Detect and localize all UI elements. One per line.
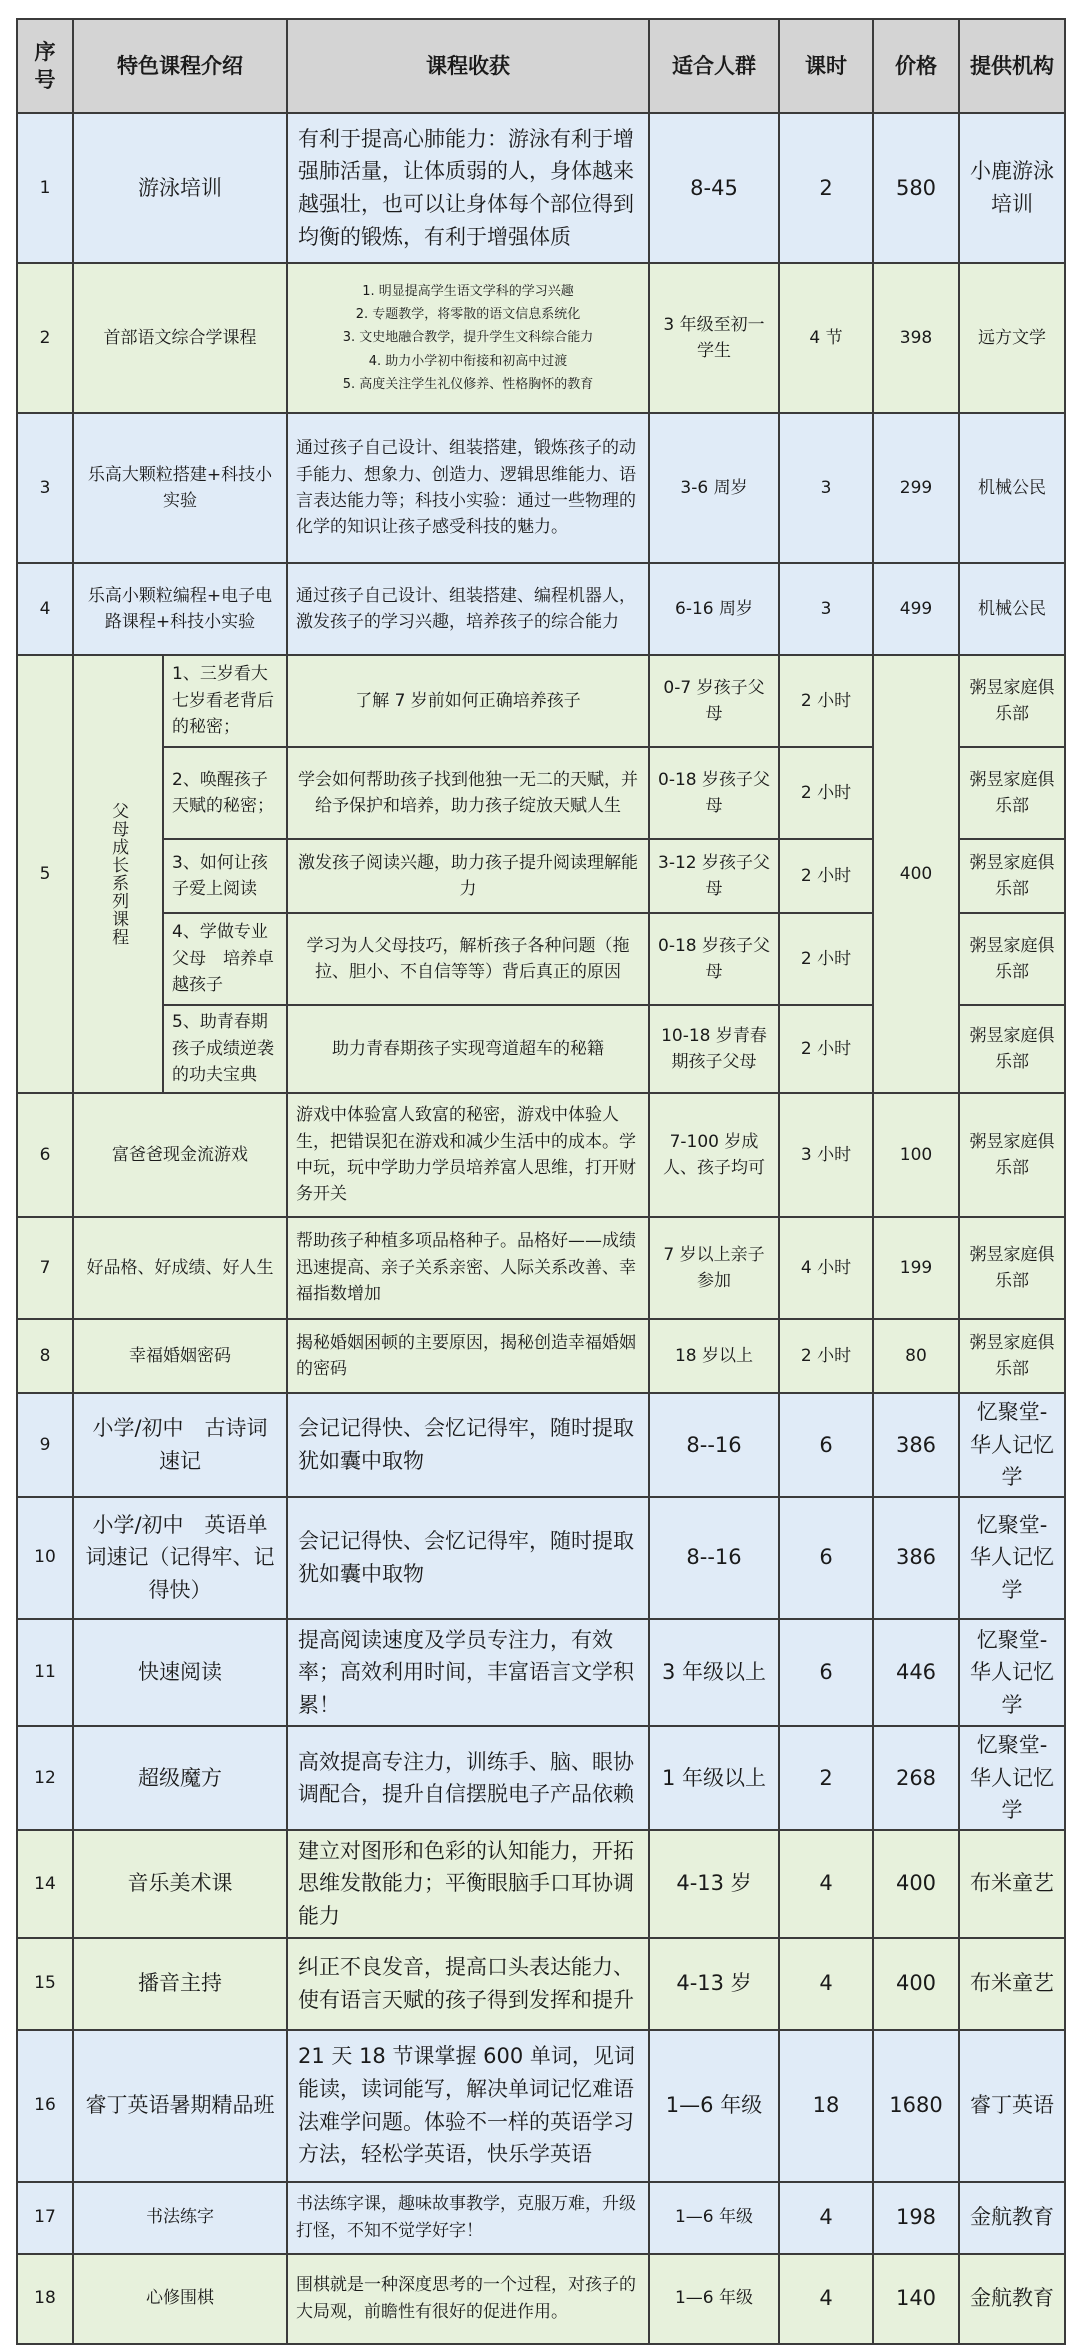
course-name: 睿丁英语暑期精品班 <box>73 2030 287 2182</box>
table-row <box>17 263 1065 413</box>
course-org: 睿丁英语 <box>959 2030 1065 2182</box>
row-id: 4 <box>17 563 73 655</box>
course-org: 金航教育 <box>959 2254 1065 2344</box>
course-org: 金航教育 <box>959 2182 1065 2254</box>
course-hours: 18 <box>779 2030 873 2182</box>
course-org: 粥昱家庭俱乐部 <box>959 747 1065 839</box>
course-hours: 2 小时 <box>779 1319 873 1393</box>
course-org: 布米童艺 <box>959 1938 1065 2030</box>
course-audience: 7 岁以上亲子参加 <box>649 1217 779 1319</box>
course-hours: 3 <box>779 563 873 655</box>
course-org: 粥昱家庭俱乐部 <box>959 1217 1065 1319</box>
course-hours: 4 小时 <box>779 1217 873 1319</box>
course-audience: 1 年级以上 <box>649 1726 779 1830</box>
course-price: 580 <box>873 113 959 263</box>
course-name: 乐高大颗粒搭建+科技小实验 <box>73 413 287 563</box>
row-id: 16 <box>17 2030 73 2182</box>
table-row <box>17 1938 1065 2030</box>
course-org: 机械公民 <box>959 413 1065 563</box>
course-gain: 21 天 18 节课掌握 600 单词，见词能读，读词能写，解决单词记忆难语法难学问题。体验不一样的英语学习方法，轻松学英语，快乐学英语 <box>287 2030 649 2182</box>
course-gain: 书法练字课，趣味故事教学，克服万难，升级打怪，不知不觉学好字！ <box>287 2182 649 2254</box>
course-price: 446 <box>873 1619 959 1727</box>
course-gain: 游戏中体验富人致富的秘密，游戏中体验人生，把错误犯在游戏和减少生活中的成本。学中玩，玩中学助力学员培养富人思维，打开财务开关 <box>287 1093 649 1217</box>
course-price: 80 <box>873 1319 959 1393</box>
course-price: 386 <box>873 1497 959 1619</box>
row-id: 11 <box>17 1619 73 1727</box>
row-id: 12 <box>17 1726 73 1830</box>
course-audience: 4-13 岁 <box>649 1938 779 2030</box>
course-audience: 8-45 <box>649 113 779 263</box>
course-org: 粥昱家庭俱乐部 <box>959 1093 1065 1217</box>
course-name: 幸福婚姻密码 <box>73 1319 287 1393</box>
course-gain: 通过孩子自己设计、组装搭建，锻炼孩子的动手能力、想象力、创造力、逻辑思维能力、语言表达能力等；科技小实验：通过一些物理的化学的知识让孩子感受科技的魅力。 <box>287 413 649 563</box>
row-id: 17 <box>17 2182 73 2254</box>
gain-line: 5. 高度关注学生礼仪修养、性格胸怀的教育 <box>342 377 594 393</box>
course-price: 268 <box>873 1726 959 1830</box>
group-name: 父母成长系列课程 <box>73 655 163 1093</box>
row-id: 6 <box>17 1093 73 1217</box>
course-org: 粥昱家庭俱乐部 <box>959 1005 1065 1093</box>
course-audience: 8--16 <box>649 1393 779 1497</box>
row-id: 7 <box>17 1217 73 1319</box>
header-org: 提供机构 <box>959 19 1065 113</box>
table-row <box>17 1319 1065 1393</box>
table-row <box>17 1497 1065 1619</box>
header-price: 价格 <box>873 19 959 113</box>
course-audience: 1—6 年级 <box>649 2030 779 2182</box>
course-org: 忆聚堂-华人记忆学 <box>959 1497 1065 1619</box>
sub-course-name: 5、助青春期孩子成绩逆袭的功夫宝典 <box>163 1005 287 1093</box>
course-hours: 2 <box>779 113 873 263</box>
sub-course-name: 3、如何让孩子爱上阅读 <box>163 839 287 913</box>
course-hours: 2 小时 <box>779 913 873 1005</box>
course-gain: 学会如何帮助孩子找到他独一无二的天赋，并给予保护和培养，助力孩子绽放天赋人生 <box>287 747 649 839</box>
course-gain: 助力青春期孩子实现弯道超车的秘籍 <box>287 1005 649 1093</box>
course-price: 299 <box>873 413 959 563</box>
header-row <box>17 19 1065 113</box>
course-hours: 2 小时 <box>779 747 873 839</box>
course-gain: 高效提高专注力，训练手、脑、眼协调配合，提升自信摆脱电子产品依赖 <box>287 1726 649 1830</box>
table-row <box>17 413 1065 563</box>
course-name: 书法练字 <box>73 2182 287 2254</box>
gain-line: 3. 文史地融合教学，提升学生文科综合能力 <box>342 330 594 346</box>
sub-course-name: 4、学做专业父母 培养卓越孩子 <box>163 913 287 1005</box>
table-row <box>17 1619 1065 1727</box>
course-org: 粥昱家庭俱乐部 <box>959 655 1065 747</box>
course-name: 小学/初中 古诗词速记 <box>73 1393 287 1497</box>
course-hours: 2 小时 <box>779 839 873 913</box>
course-gain: 提高阅读速度及学员专注力，有效率；高效利用时间，丰富语言文学积累！ <box>287 1619 649 1727</box>
course-gain: 通过孩子自己设计、组装搭建、编程机器人，激发孩子的学习兴趣，培养孩子的综合能力 <box>287 563 649 655</box>
course-hours: 6 <box>779 1497 873 1619</box>
row-id: 3 <box>17 413 73 563</box>
row-id: 18 <box>17 2254 73 2344</box>
course-org: 小鹿游泳培训 <box>959 113 1065 263</box>
course-price: 400 <box>873 655 959 1093</box>
course-price: 140 <box>873 2254 959 2344</box>
table-row <box>17 2182 1065 2254</box>
course-gain: 帮助孩子种植多项品格种子。品格好——成绩迅速提高、亲子关系亲密、人际关系改善、幸福指数增加 <box>287 1217 649 1319</box>
table-row <box>17 2030 1065 2182</box>
course-hours: 3 小时 <box>779 1093 873 1217</box>
sub-course-name: 2、唤醒孩子天赋的秘密； <box>163 747 287 839</box>
course-audience: 4-13 岁 <box>649 1830 779 1938</box>
course-gain <box>287 263 649 413</box>
course-audience: 0-7 岁孩子父母 <box>649 655 779 747</box>
table-row <box>17 1093 1065 1217</box>
course-audience: 7-100 岁成人、孩子均可 <box>649 1093 779 1217</box>
course-price: 199 <box>873 1217 959 1319</box>
course-org: 粥昱家庭俱乐部 <box>959 913 1065 1005</box>
course-gain: 会记记得快、会忆记得牢，随时提取犹如囊中取物 <box>287 1497 649 1619</box>
course-price: 100 <box>873 1093 959 1217</box>
course-audience: 0-18 岁孩子父母 <box>649 913 779 1005</box>
table-row <box>17 655 1065 747</box>
header-id: 序号 <box>17 19 73 113</box>
course-name: 快速阅读 <box>73 1619 287 1727</box>
course-gain: 会记记得快、会忆记得牢，随时提取犹如囊中取物 <box>287 1393 649 1497</box>
row-id: 9 <box>17 1393 73 1497</box>
course-hours: 4 <box>779 2254 873 2344</box>
course-name: 播音主持 <box>73 1938 287 2030</box>
course-hours: 4 <box>779 2182 873 2254</box>
course-price: 398 <box>873 263 959 413</box>
header-gain: 课程收获 <box>287 19 649 113</box>
course-gain: 激发孩子阅读兴趣，助力孩子提升阅读理解能力 <box>287 839 649 913</box>
course-name: 好品格、好成绩、好人生 <box>73 1217 287 1319</box>
course-gain: 揭秘婚姻困顿的主要原因，揭秘创造幸福婚姻的密码 <box>287 1319 649 1393</box>
gain-line: 1. 明显提高学生语文学科的学习兴趣 <box>362 283 574 299</box>
course-price: 400 <box>873 1830 959 1938</box>
row-id: 5 <box>17 655 73 1093</box>
header-audience: 适合人群 <box>649 19 779 113</box>
course-hours: 3 <box>779 413 873 563</box>
row-id: 14 <box>17 1830 73 1938</box>
course-org: 忆聚堂-华人记忆学 <box>959 1393 1065 1497</box>
course-org: 机械公民 <box>959 563 1065 655</box>
table-row <box>17 563 1065 655</box>
course-name: 小学/初中 英语单词速记（记得牢、记得快） <box>73 1497 287 1619</box>
row-id: 15 <box>17 1938 73 2030</box>
course-gain: 建立对图形和色彩的认知能力，开拓思维发散能力；平衡眼脑手口耳协调能力 <box>287 1830 649 1938</box>
course-hours: 4 <box>779 1830 873 1938</box>
gain-line: 2. 专题教学，将零散的语文信息系统化 <box>355 306 581 322</box>
course-gain: 了解 7 岁前如何正确培养孩子 <box>287 655 649 747</box>
course-org: 粥昱家庭俱乐部 <box>959 839 1065 913</box>
course-hours: 4 节 <box>779 263 873 413</box>
course-audience: 3-12 岁孩子父母 <box>649 839 779 913</box>
course-table <box>16 18 1066 2345</box>
course-org: 远方文学 <box>959 263 1065 413</box>
course-audience: 0-18 岁孩子父母 <box>649 747 779 839</box>
table-row <box>17 1217 1065 1319</box>
course-hours: 6 <box>779 1393 873 1497</box>
course-hours: 2 小时 <box>779 655 873 747</box>
course-name: 乐高小颗粒编程+电子电路课程+科技小实验 <box>73 563 287 655</box>
course-audience: 3 年级以上 <box>649 1619 779 1727</box>
course-name: 富爸爸现金流游戏 <box>73 1093 287 1217</box>
table-row <box>17 1726 1065 1830</box>
course-org: 布米童艺 <box>959 1830 1065 1938</box>
course-name: 音乐美术课 <box>73 1830 287 1938</box>
course-org: 粥昱家庭俱乐部 <box>959 1319 1065 1393</box>
course-name: 游泳培训 <box>73 113 287 263</box>
course-price: 400 <box>873 1938 959 2030</box>
course-gain: 围棋就是一种深度思考的一个过程，对孩子的大局观，前瞻性有很好的促进作用。 <box>287 2254 649 2344</box>
course-gain: 学习为人父母技巧，解析孩子各种问题（拖拉、胆小、不自信等等）背后真正的原因 <box>287 913 649 1005</box>
course-name: 超级魔方 <box>73 1726 287 1830</box>
course-audience: 6-16 周岁 <box>649 563 779 655</box>
course-hours: 6 <box>779 1619 873 1727</box>
course-price: 1680 <box>873 2030 959 2182</box>
course-hours: 2 <box>779 1726 873 1830</box>
header-course: 特色课程介绍 <box>73 19 287 113</box>
table-row <box>17 113 1065 263</box>
course-audience: 8--16 <box>649 1497 779 1619</box>
course-org: 忆聚堂-华人记忆学 <box>959 1726 1065 1830</box>
course-price: 386 <box>873 1393 959 1497</box>
course-audience: 3 年级至初一学生 <box>649 263 779 413</box>
table-row <box>17 1830 1065 1938</box>
course-audience: 1—6 年级 <box>649 2254 779 2344</box>
course-audience: 1—6 年级 <box>649 2182 779 2254</box>
sub-course-name: 1、三岁看大七岁看老背后的秘密； <box>163 655 287 747</box>
course-org: 忆聚堂-华人记忆学 <box>959 1619 1065 1727</box>
row-id: 10 <box>17 1497 73 1619</box>
gain-line: 4. 助力小学初中衔接和初高中过渡 <box>368 353 568 369</box>
table-row <box>17 1393 1065 1497</box>
table-row <box>17 2254 1065 2344</box>
course-gain: 纠正不良发音，提高口头表达能力、使有语言天赋的孩子得到发挥和提升 <box>287 1938 649 2030</box>
header-hours: 课时 <box>779 19 873 113</box>
course-name: 首部语文综合学课程 <box>73 263 287 413</box>
course-hours: 2 小时 <box>779 1005 873 1093</box>
course-price: 499 <box>873 563 959 655</box>
course-gain: 有利于提高心肺能力：游泳有利于增强肺活量，让体质弱的人，身体越来越强壮，也可以让身体每个部位得到均衡的锻炼，有利于增强体质 <box>287 113 649 263</box>
course-audience: 18 岁以上 <box>649 1319 779 1393</box>
course-hours: 4 <box>779 1938 873 2030</box>
course-audience: 3-6 周岁 <box>649 413 779 563</box>
course-audience: 10-18 岁青春期孩子父母 <box>649 1005 779 1093</box>
row-id: 2 <box>17 263 73 413</box>
course-name: 心修围棋 <box>73 2254 287 2344</box>
row-id: 1 <box>17 113 73 263</box>
row-id: 8 <box>17 1319 73 1393</box>
course-price: 198 <box>873 2182 959 2254</box>
